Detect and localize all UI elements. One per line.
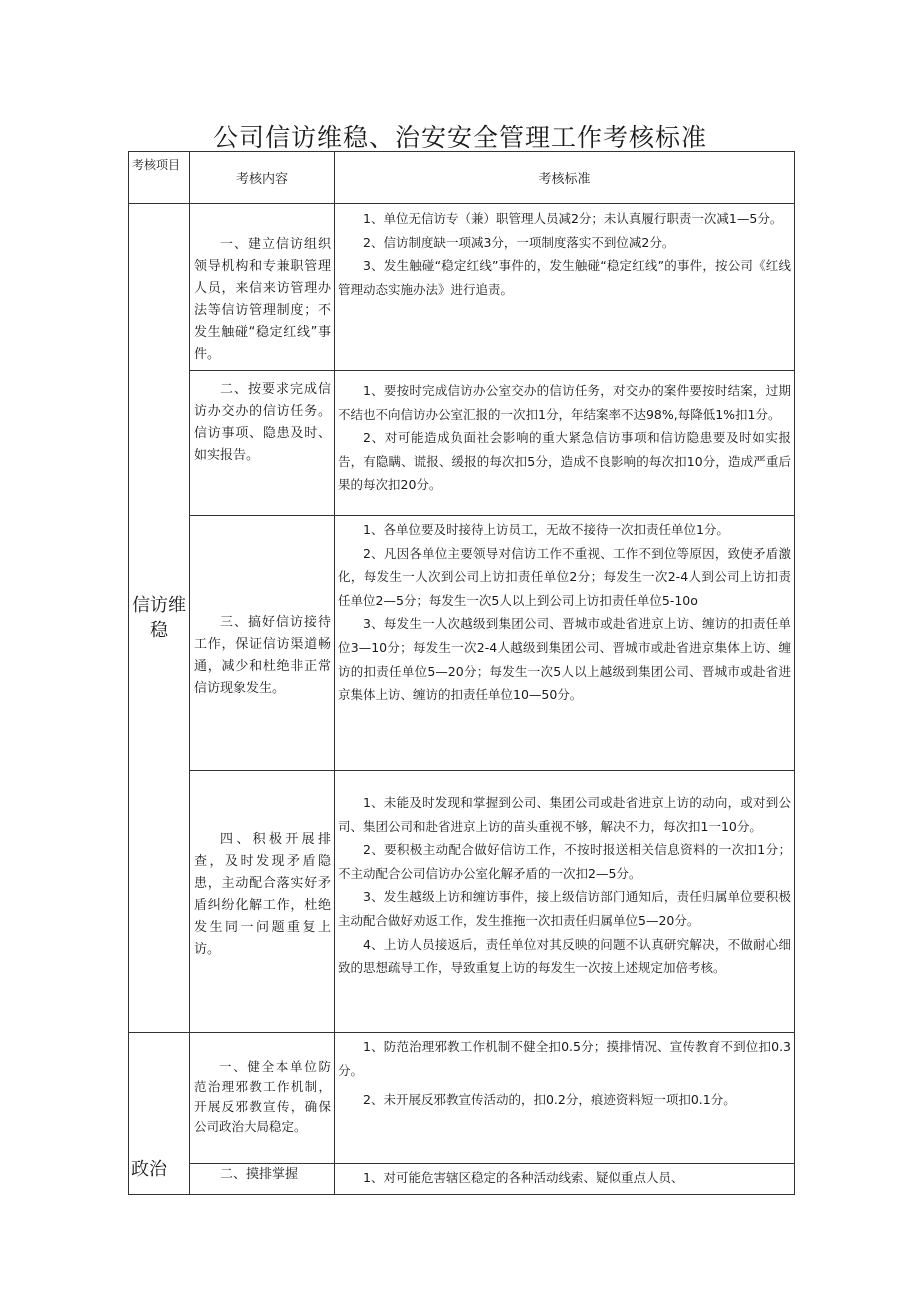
category-cell xyxy=(129,204,190,1033)
content-cell: 一、建立信访组织领导机构和专兼职管理人员，来信来访管理办法等信访管理制度；不发生触碰“稳定红线”事件。 xyxy=(190,204,335,371)
standard-item: 4、上访人员接返后，责任单位对其反映的问题不认真研究解决，不做耐心细致的思想疏导工作，导致重复上访的每发生一次按上述规定加倍考核。 xyxy=(338,936,791,976)
standard-item: 1、各单位要及时接待上访员工，无故不接待一次扣责任单位1分。 xyxy=(363,522,729,537)
table-row xyxy=(129,204,795,371)
standard-item: 2、对可能造成负面社会影响的重大紧急信访事项和信访隐患要及时如实报告，有隐瞒、谎报、缓报的每次扣5分，造成不良影响的每次扣10分，造成严重后果的每次扣20分。 xyxy=(338,430,791,493)
table-row xyxy=(129,771,795,1033)
category-xinfang: 信访维稳 xyxy=(132,595,186,641)
standard-item: 2、要积极主动配合做好信访工作，不按时报送相关信息资料的一次扣1分；不主动配合公司信访办公室化解矛盾的一次扣2—5分。 xyxy=(338,842,791,881)
standard-cell xyxy=(335,371,795,516)
table-row xyxy=(129,371,795,516)
standard-cell xyxy=(335,771,795,1033)
assessment-table xyxy=(128,151,795,1195)
standard-item: 1、防范治理邪教工作机制不健全扣0.5分；摸排情况、宣传教育不到位扣0.3分。 xyxy=(338,1039,791,1078)
standard-item: 1、对可能危害辖区稳定的各种活动线索、疑似重点人员、 xyxy=(363,1170,684,1185)
page-title: 公司信访维稳、治安安全管理工作考核标准 xyxy=(212,123,707,152)
header-item: 考核项目 xyxy=(129,152,190,204)
standard-cell xyxy=(335,516,795,771)
content-cell: 二、摸排掌握 xyxy=(190,1164,335,1195)
content-cell: 一、健全本单位防范治理邪教工作机制，开展反邪教宣传，确保公司政治大局稳定。 xyxy=(190,1033,335,1164)
category-zhengzhi: 政治 xyxy=(131,1159,167,1180)
table-row xyxy=(129,1033,795,1164)
standard-item: 2、未开展反邪教宣传活动的，扣0.2分，痕迹资料短一项扣0.1分。 xyxy=(363,1092,736,1108)
table-row xyxy=(129,516,795,771)
content-cell: 二、按要求完成信访办交办的信访任务。信访事项、隐患及时、如实报告。 xyxy=(190,371,335,516)
standard-cell xyxy=(335,204,795,371)
standard-item: 1、要按时完成信访办公室交办的信访任务，对交办的案件要按时结案，过期不结也不向信访办公室汇报的一次扣1分，年结案率不达98%,每降低1%扣1分。 xyxy=(338,383,791,422)
header-standard: 考核标准 xyxy=(335,152,795,204)
table-header-row xyxy=(129,152,795,204)
standard-item: 1、单位无信访专（兼）职管理人员减2分；未认真履行职责一次减1—5分。 xyxy=(363,211,783,226)
table-row xyxy=(129,1164,795,1195)
standard-item: 3、发生越级上访和缠访事件，接上级信访部门通知后，责任归属单位要积极主动配合做好劝返工作，发生推拖一次扣责任归属单位5—20分。 xyxy=(338,889,791,928)
content-cell: 三、搞好信访接待工作，保证信访渠道畅通，减少和杜绝非正常信访现象发生。 xyxy=(190,516,335,771)
content-cell: 四、积极开展排查，及时发现矛盾隐患，主动配合落实好矛盾纠纷化解工作，杜绝发生同一问题重复上访。 xyxy=(190,771,335,1033)
standard-cell xyxy=(335,1033,795,1164)
standard-item: 3、发生触碰“稳定红线”事件的，发生触碰“稳定红线”的事件，按公司《红线管理动态实施办法》进行追责。 xyxy=(338,258,791,297)
standard-cell xyxy=(335,1164,795,1195)
standard-item: 2、信访制度缺一项减3分，一项制度落实不到位减2分。 xyxy=(363,234,675,250)
header-content: 考核内容 xyxy=(190,152,335,204)
standard-item: 1、未能及时发现和掌握到公司、集团公司或赴省进京上访的动向，或对到公司、集团公司和赴省进京上访的苗头重视不够，解决不力，每次扣1一10分。 xyxy=(338,795,791,834)
standard-item: 2、凡因各单位主要领导对信访工作不重视、工作不到位等原因，致使矛盾激化，每发生一人次到公司上访扣责任单位2分；每发生一次2-4人到公司上访扣责任单位2—5分；每发生一次5人以上到公司上访扣责任单位5-10o xyxy=(338,545,791,608)
standard-item: 3、每发生一人次越级到集团公司、晋城市或赴省进京上访、缠访的扣责任单位3—10分；每发生一次2-4人越级到集团公司、晋城市或赴省进京集体上访、缠访的扣责任单位5—20分；每发生一次5人以上越级到集团公司、晋城市或赴省进京集体上访、缠访的扣责任单位10—50分。 xyxy=(338,616,791,703)
